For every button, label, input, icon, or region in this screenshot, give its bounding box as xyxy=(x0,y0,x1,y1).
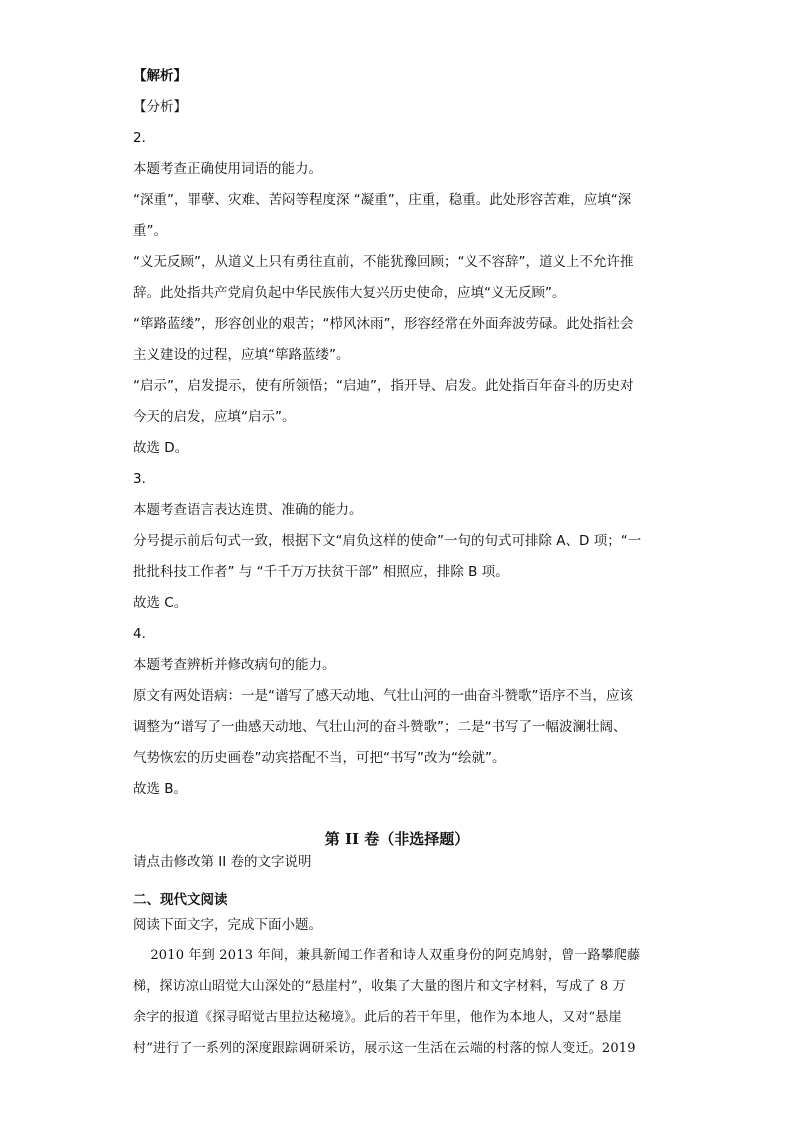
heading-jiexi: 【解析】 xyxy=(133,68,187,84)
heading-fenxi: 【分析】 xyxy=(133,99,187,115)
q4-paragraph-line: 气势恢宏的历史画卷”动宾搭配不当，可把“书写”改为“绘就”。 xyxy=(133,750,506,766)
section-title: 第 II 卷（非选择题） xyxy=(324,830,470,848)
q2-answer: 故选 D。 xyxy=(133,440,189,456)
q2-paragraph-line: 重”。 xyxy=(133,223,167,239)
passage-line: 梯，探访凉山昭觉大山深处的“悬崖村”，收集了大量的图片和文字材料，写成了 8 万 xyxy=(133,979,626,994)
q2-number: 2． xyxy=(133,130,156,146)
q3-paragraph-line: 分号提示前后句式一致，根据下文“肩负这样的使命”一句的句式可排除 A、D 项；“一 xyxy=(133,533,642,549)
section-heading: 二、现代文阅读 xyxy=(133,892,228,908)
q2-intro: 本题考查正确使用词语的能力。 xyxy=(133,161,322,177)
passage-line: 村”进行了一系列的深度跟踪调研采访，展示这一生活在云端的村落的惊人变迁。2019 xyxy=(133,1041,636,1056)
q4-paragraph-line: 原文有两处语病：一是“谱写了感天动地、气壮山河的一曲奋斗赞歌”语序不当，应该 xyxy=(133,688,633,704)
passage-line: 余字的报道《探寻昭觉古里拉达秘境》。此后的若干年里，他作为本地人，又对“悬崖 xyxy=(133,1010,622,1025)
q3-answer: 故选 C。 xyxy=(133,595,188,611)
q3-paragraph-line: 批批科技工作者” 与 “千千万万扶贫干部” 相照应，排除 B 项。 xyxy=(133,564,509,580)
q2-paragraph-line: 主义建设的过程，应填“筚路蓝缕”。 xyxy=(133,347,350,363)
passage-line: 2010 年到 2013 年间，兼具新闻工作者和诗人双重身份的阿克鸠射，曾一路攀爬藤 xyxy=(133,948,641,963)
q4-intro: 本题考查辨析并修改病句的能力。 xyxy=(133,657,336,673)
q2-paragraph-line: “义无反顾”，从道义上只有勇往直前，不能犹豫回顾；“义不容辞”，道义上不允许推 xyxy=(133,254,634,270)
section-instruction: 阅读下面文字，完成下面小题。 xyxy=(133,917,322,933)
q3-intro: 本题考查语言表达连贯、准确的能力。 xyxy=(133,502,363,518)
q2-paragraph-line: “启示”，启发提示，使有所领悟；“启迪”，指开导、启发。此处指百年奋斗的历史对 xyxy=(133,378,634,394)
q2-paragraph-line: 辞。此处指共产党肩负起中华民族伟大复兴历史使命，应填“义无反顾”。 xyxy=(133,285,566,301)
q3-number: 3． xyxy=(133,471,156,487)
q4-answer: 故选 B。 xyxy=(133,781,188,797)
q2-paragraph-line: “筚路蓝缕”，形容创业的艰苦；“栉风沐雨”，形容经常在外面奔波劳碌。此处指社会 xyxy=(133,316,634,332)
q2-paragraph-line: “深重”，罪孽、灾难、苦闷等程度深 “凝重”，庄重，稳重。此处形容苦难，应填“深 xyxy=(133,192,632,208)
section-note[interactable]: 请点击修改第 II 卷的文字说明 xyxy=(133,854,312,870)
q4-paragraph-line: 调整为“谱写了一曲感天动地、气壮山河的奋斗赞歌”；二是“书写了一幅波澜壮阔、 xyxy=(133,719,627,735)
q2-paragraph-line: 今天的启发，应填“启示”。 xyxy=(133,409,296,425)
q4-number: 4． xyxy=(133,626,156,642)
